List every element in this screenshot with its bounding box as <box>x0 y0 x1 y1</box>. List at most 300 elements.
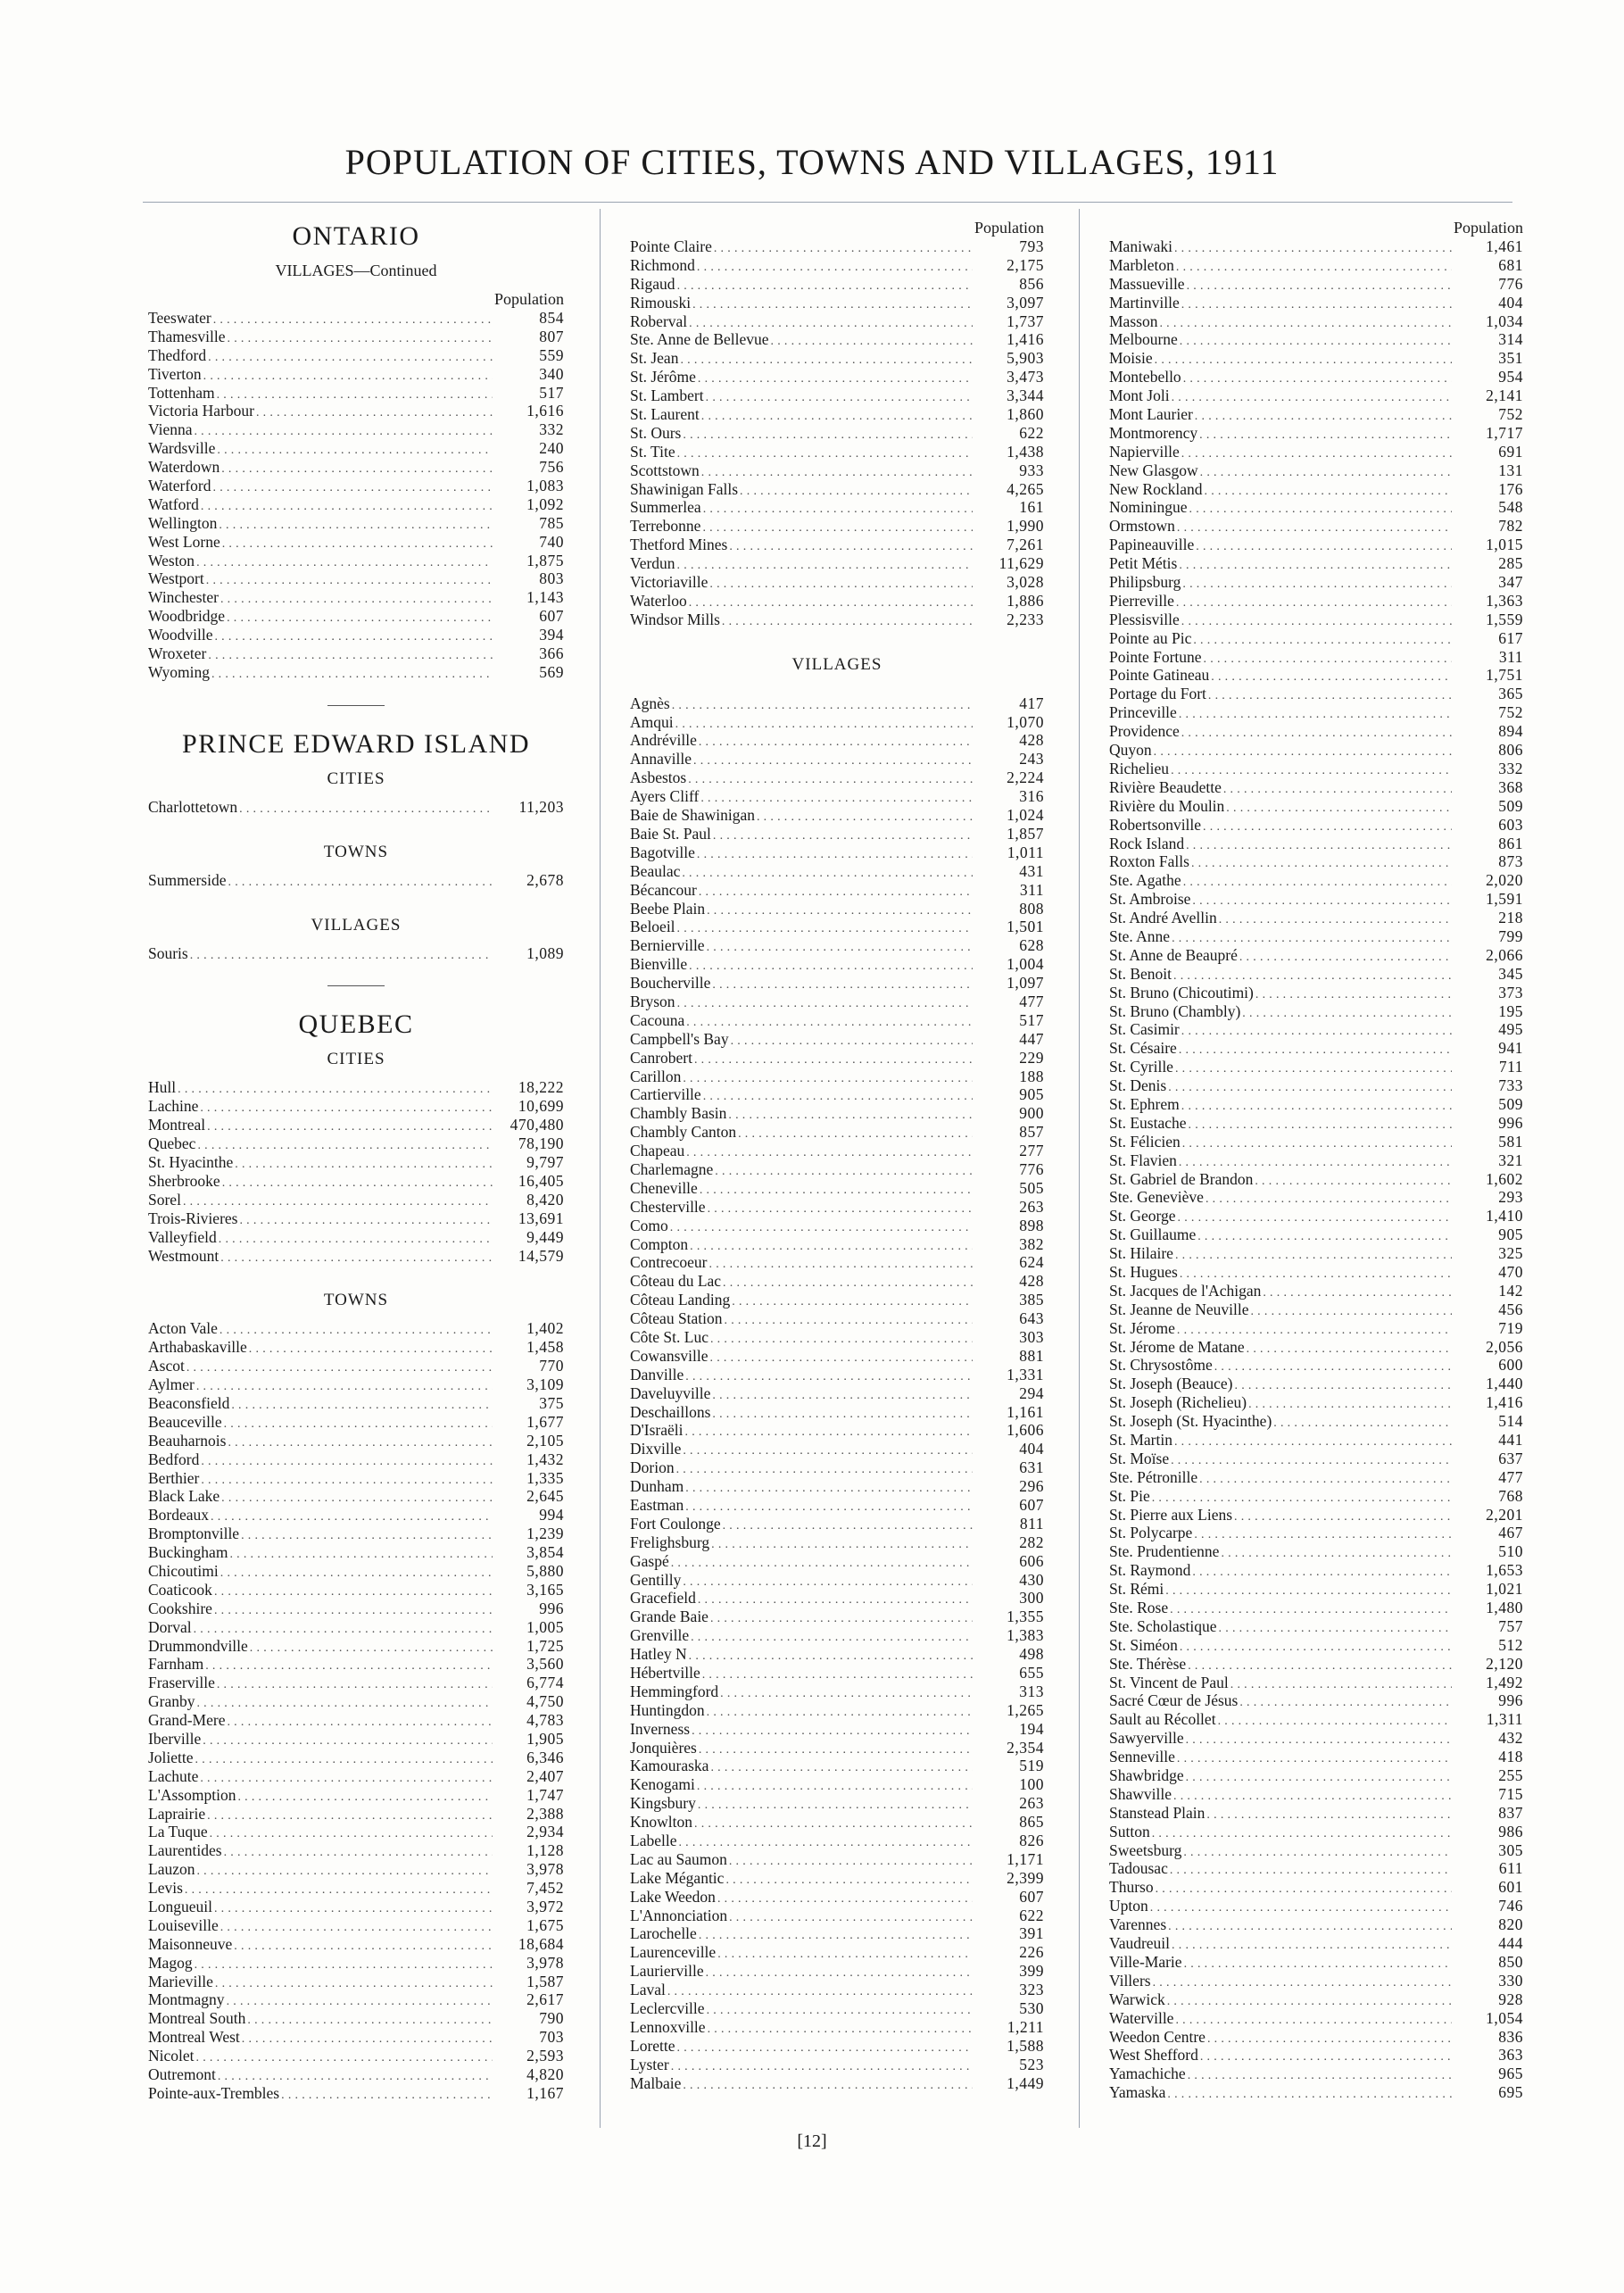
leader-dots <box>715 1163 973 1182</box>
place-name: Ste. Agathe <box>1109 871 1181 890</box>
place-name: Sweetsburg <box>1109 1840 1182 1859</box>
place-name: Vienna <box>148 420 193 439</box>
table-row <box>148 1450 564 1469</box>
table-row <box>1109 1897 1523 1915</box>
population-value: 637 <box>1498 1449 1523 1467</box>
table-row <box>630 1477 1044 1496</box>
table-row <box>1109 1878 1523 1897</box>
population-value: 5,903 <box>1007 349 1044 368</box>
population-value: 1,167 <box>526 2083 564 2102</box>
leader-dots <box>214 1900 493 1919</box>
population-value: 2,678 <box>526 870 564 889</box>
leader-dots <box>1200 2048 1452 2067</box>
population-value: 3,972 <box>526 1898 564 1915</box>
place-name: Wellington <box>148 513 218 532</box>
leader-dots <box>1168 1918 1452 1937</box>
table-row <box>148 1879 564 1898</box>
leader-dots <box>710 1759 973 1778</box>
place-name: Sorel <box>148 1190 181 1209</box>
table-row <box>630 750 1044 768</box>
place-name: Montreal West <box>148 2028 240 2047</box>
table-row <box>1109 685 1523 703</box>
population-value: 18,684 <box>518 1934 564 1953</box>
quebec-villages-continued-list <box>1109 237 1523 2102</box>
table-row <box>148 1935 564 1954</box>
place-name: Lake Mégantic <box>630 1868 725 1887</box>
population-value: 1,501 <box>1007 918 1044 936</box>
table-row <box>148 384 564 403</box>
table-row <box>148 1562 564 1581</box>
leader-dots <box>699 1927 973 1946</box>
population-value: 263 <box>1019 1197 1044 1216</box>
table-row <box>148 1767 564 1786</box>
table-row <box>630 1235 1044 1254</box>
place-name: Thedford <box>148 345 207 364</box>
population-value: 263 <box>1019 1794 1044 1813</box>
population-value: 703 <box>539 2028 564 2047</box>
table-row <box>1109 1674 1523 1692</box>
leader-dots <box>703 501 973 519</box>
population-value: 1,717 <box>1486 423 1523 442</box>
table-row <box>630 517 1044 536</box>
population-value: 865 <box>1019 1813 1044 1832</box>
population-value: 316 <box>1019 787 1044 806</box>
pei-cities-heading: CITIES <box>327 768 385 788</box>
place-name: Woodville <box>148 626 213 644</box>
place-name: Malbaie <box>630 2073 682 2092</box>
table-row <box>148 1338 564 1357</box>
population-value: 905 <box>1019 1085 1044 1104</box>
table-row <box>148 1860 564 1879</box>
table-row <box>1109 517 1523 536</box>
table-row <box>148 1432 564 1450</box>
table-row <box>148 1916 564 1935</box>
place-name: Montebello <box>1109 368 1181 386</box>
table-row <box>148 871 564 890</box>
population-value: 622 <box>1019 423 1044 442</box>
table-row <box>1109 890 1523 909</box>
table-row <box>630 1366 1044 1384</box>
table-row <box>630 461 1044 480</box>
population-value: 296 <box>1019 1477 1044 1496</box>
leader-dots <box>671 1555 973 1574</box>
leader-dots <box>1153 1974 1452 1993</box>
quebec-towns-list <box>148 1319 564 2102</box>
table-row <box>148 588 564 607</box>
table-row <box>630 2074 1044 2093</box>
place-name: St. Hilaire <box>1109 1244 1173 1263</box>
place-name: Larochelle <box>630 1924 697 1943</box>
population-value: 477 <box>1019 992 1044 1010</box>
place-name: Wroxeter <box>148 644 207 663</box>
leader-dots <box>219 1231 493 1250</box>
population-value: 428 <box>1019 731 1044 750</box>
leader-dots <box>1181 613 1452 632</box>
place-name: Labelle <box>630 1832 677 1850</box>
population-value: 3,344 <box>1007 386 1044 405</box>
population-value: 803 <box>539 569 564 588</box>
table-row <box>1109 1076 1523 1095</box>
population-value: 303 <box>1019 1327 1044 1346</box>
population-value: 1,383 <box>1007 1626 1044 1645</box>
leader-dots <box>217 442 493 461</box>
leader-dots <box>708 2021 973 2040</box>
population-value: 631 <box>1019 1458 1044 1477</box>
table-row <box>1109 1990 1523 2009</box>
leader-dots <box>729 1909 973 1928</box>
population-value: 441 <box>1498 1431 1523 1449</box>
table-row <box>630 1664 1044 1682</box>
section-rule <box>327 985 385 986</box>
page-title: POPULATION OF CITIES, TOWNS AND VILLAGES, 1911 <box>344 142 1280 182</box>
place-name: Bromptonville <box>148 1525 240 1543</box>
place-name: Côteau Station <box>630 1309 723 1328</box>
population-value: 498 <box>1019 1645 1044 1664</box>
population-value: 142 <box>1498 1281 1523 1300</box>
leader-dots <box>685 1368 973 1387</box>
place-name: Woodbridge <box>148 607 226 626</box>
place-name: Souris <box>148 943 188 962</box>
place-name: Levis <box>148 1879 183 1898</box>
table-row <box>630 843 1044 862</box>
table-row <box>1109 1542 1523 1561</box>
table-row <box>148 1898 564 1916</box>
population-value: 314 <box>1498 330 1523 349</box>
table-row <box>148 1786 564 1805</box>
population-value: 293 <box>1498 1188 1523 1207</box>
population-value: 1,363 <box>1486 591 1523 610</box>
table-row <box>148 1209 564 1228</box>
population-value: 776 <box>1498 274 1523 293</box>
table-row <box>1109 1020 1523 1039</box>
place-name: St. Moïse <box>1109 1449 1170 1467</box>
population-value: 1,402 <box>526 1319 564 1338</box>
place-name: Princeville <box>1109 703 1177 722</box>
place-name: St. Guillaume <box>1109 1225 1197 1244</box>
place-name: Massueville <box>1109 274 1185 293</box>
place-name: Sherbrooke <box>148 1171 220 1190</box>
place-name: Sawyerville <box>1109 1729 1184 1748</box>
table-row <box>630 1999 1044 2018</box>
table-row <box>148 1823 564 1841</box>
leader-dots <box>677 445 973 464</box>
leader-dots <box>221 1490 493 1508</box>
table-row <box>630 554 1044 573</box>
population-value: 837 <box>1498 1803 1523 1822</box>
place-name: L'Annonciation <box>630 1906 728 1924</box>
leader-dots <box>729 1853 973 1872</box>
table-row <box>148 1247 564 1266</box>
leader-dots <box>680 352 973 370</box>
place-name: Montreal <box>148 1116 206 1134</box>
place-name: Pointe au Pic <box>1109 628 1192 647</box>
place-name: Knowlton <box>630 1813 692 1832</box>
population-value: 733 <box>1498 1076 1523 1095</box>
place-name: Grande Baie <box>630 1608 708 1626</box>
population-value: 14,579 <box>518 1246 564 1265</box>
table-row <box>630 1142 1044 1160</box>
table-row <box>630 1403 1044 1422</box>
table-row <box>630 237 1044 256</box>
population-value: 366 <box>539 644 564 663</box>
population-value: 1,331 <box>1007 1365 1044 1383</box>
table-row <box>1109 2083 1523 2102</box>
leader-dots <box>1188 2067 1452 2086</box>
table-row <box>148 1637 564 1656</box>
population-value: 3,028 <box>1007 573 1044 592</box>
population-value: 404 <box>1019 1440 1044 1458</box>
place-name: Watford <box>148 494 199 513</box>
population-value: 643 <box>1019 1309 1044 1328</box>
leader-dots <box>1183 370 1452 389</box>
table-row <box>148 1469 564 1488</box>
table-row <box>630 1160 1044 1179</box>
place-name: Tadousac <box>1109 1859 1168 1878</box>
population-value: 1,606 <box>1007 1421 1044 1440</box>
table-row <box>148 1506 564 1525</box>
population-value: 740 <box>539 532 564 551</box>
population-value: 385 <box>1019 1291 1044 1309</box>
place-name: Verdun <box>630 554 675 573</box>
place-name: Senneville <box>1109 1748 1175 1766</box>
subheading-villages-continued: VILLAGES—Continued <box>275 262 437 279</box>
place-name: Cheneville <box>630 1178 698 1197</box>
leader-dots <box>224 1844 493 1863</box>
population-value: 2,056 <box>1486 1337 1523 1356</box>
place-name: Maniwaki <box>1109 237 1172 255</box>
leader-dots <box>710 1350 974 1368</box>
place-name: St. Casimir <box>1109 1020 1180 1039</box>
leader-dots <box>712 1387 973 1406</box>
population-value: 430 <box>1019 1570 1044 1589</box>
population-value: 188 <box>1019 1067 1044 1085</box>
place-name: St. Chrysostôme <box>1109 1356 1213 1375</box>
leader-dots <box>1195 408 1452 427</box>
leader-dots <box>221 461 493 479</box>
population-value: 431 <box>1019 861 1044 880</box>
table-row <box>1109 2065 1523 2083</box>
leader-dots <box>1181 725 1452 744</box>
population-value: 2,066 <box>1486 945 1523 964</box>
leader-dots <box>196 1863 493 1882</box>
place-name: Frelighsburg <box>630 1533 710 1551</box>
place-name: Grand-Mere <box>148 1711 226 1730</box>
leader-dots <box>1187 278 1452 296</box>
place-name: Waterford <box>148 477 211 495</box>
table-row <box>148 1674 564 1692</box>
leader-dots <box>706 1965 973 1983</box>
population-value: 857 <box>1019 1123 1044 1142</box>
table-row <box>630 368 1044 386</box>
leader-dots <box>697 1778 973 1797</box>
leader-dots <box>1235 1377 1452 1396</box>
population-value: 808 <box>1019 899 1044 918</box>
population-value: 806 <box>1498 741 1523 760</box>
population-value: 1,905 <box>526 1729 564 1748</box>
leader-dots <box>249 1341 493 1359</box>
leader-dots <box>1221 1545 1452 1564</box>
population-value: 793 <box>1019 237 1044 255</box>
table-row <box>630 1571 1044 1590</box>
pei-towns-list <box>148 871 564 890</box>
leader-dots <box>1175 2012 1452 2031</box>
leader-dots <box>683 2077 973 2096</box>
place-name: Outremont <box>148 2065 216 2084</box>
population-value: 873 <box>1498 852 1523 871</box>
table-row <box>630 611 1044 629</box>
place-name: West Shefford <box>1109 2046 1198 2065</box>
place-name: Westmount <box>148 1246 220 1265</box>
population-value: 695 <box>1498 2083 1523 2102</box>
population-value: 607 <box>1019 1496 1044 1514</box>
leader-dots <box>1193 632 1452 651</box>
population-value: 131 <box>1498 461 1523 479</box>
leader-dots <box>677 557 973 576</box>
population-value: 2,593 <box>526 2047 564 2065</box>
table-row <box>630 573 1044 592</box>
table-row <box>1109 1058 1523 1076</box>
place-name: Lachine <box>148 1097 199 1116</box>
place-name: Cacouna <box>630 1010 685 1029</box>
population-value: 218 <box>1498 909 1523 927</box>
table-row <box>1109 648 1523 667</box>
place-name: St. Jeanne de Neuville <box>1109 1300 1249 1318</box>
place-name: Laprairie <box>148 1804 206 1823</box>
section-heading-quebec: QUEBEC <box>298 1009 414 1040</box>
place-name: Wyoming <box>148 662 210 681</box>
table-row <box>630 1179 1044 1198</box>
leader-dots <box>228 1434 493 1453</box>
place-name: Montreal South <box>148 2009 246 2028</box>
table-row <box>1109 1263 1523 1282</box>
leader-dots <box>1194 1526 1452 1545</box>
population-value: 1,675 <box>526 1915 564 1934</box>
table-row <box>1109 1599 1523 1617</box>
table-row <box>148 607 564 626</box>
population-value: 768 <box>1498 1486 1523 1505</box>
population-value: 1,751 <box>1486 666 1523 685</box>
leader-dots <box>707 902 973 921</box>
population-value: 10,699 <box>518 1097 564 1116</box>
table-row <box>1109 629 1523 648</box>
leader-dots <box>706 389 973 408</box>
table-row <box>630 731 1044 750</box>
table-row <box>1109 611 1523 629</box>
pei-cities-list <box>148 798 564 817</box>
table-row <box>1109 1823 1523 1841</box>
population-value: 6,346 <box>526 1748 564 1766</box>
leader-dots <box>201 498 493 517</box>
place-name: Montmorency <box>1109 423 1198 442</box>
table-row <box>630 256 1044 275</box>
leader-dots <box>1191 855 1452 874</box>
table-row <box>148 1078 564 1097</box>
place-name: St. Jacques de l'Achigan <box>1109 1281 1262 1300</box>
table-row <box>630 1813 1044 1832</box>
place-name: Ascot <box>148 1357 185 1375</box>
population-value: 856 <box>1019 274 1044 293</box>
place-name: St. Félicien <box>1109 1132 1181 1151</box>
population-value: 16,405 <box>518 1171 564 1190</box>
leader-dots <box>1248 1396 1452 1415</box>
leader-dots <box>710 1610 973 1629</box>
place-name: Bienville <box>630 955 688 974</box>
population-value: 905 <box>1498 1225 1523 1244</box>
place-name: Cowansville <box>630 1346 708 1365</box>
population-value: 523 <box>1019 2055 1044 2073</box>
population-value: 1,011 <box>1007 843 1044 861</box>
table-row <box>148 1543 564 1562</box>
population-value: 285 <box>1498 554 1523 573</box>
place-name: Fort Coulonge <box>630 1514 721 1533</box>
place-name: Lachute <box>148 1766 199 1785</box>
place-name: St. Ours <box>630 423 682 442</box>
leader-dots <box>210 1825 493 1844</box>
place-name: Gentilly <box>630 1570 682 1589</box>
table-row <box>148 2047 564 2065</box>
table-row <box>1109 1561 1523 1580</box>
table-row <box>148 346 564 365</box>
place-name: Summerside <box>148 870 227 889</box>
table-row <box>1109 1691 1523 1710</box>
place-name: St. Martin <box>1109 1431 1172 1449</box>
section-rule <box>327 705 385 706</box>
table-row <box>1109 1300 1523 1319</box>
place-name: Summerlea <box>630 498 701 517</box>
section-heading-pei: PRINCE EDWARD ISLAND <box>182 728 530 759</box>
population-value: 986 <box>1498 1822 1523 1840</box>
population-value: 347 <box>1498 573 1523 592</box>
population-value: 391 <box>1019 1924 1044 1943</box>
table-row <box>630 1589 1044 1608</box>
table-row <box>148 2009 564 2028</box>
place-name: Sault au Récollet <box>1109 1710 1216 1729</box>
leader-dots <box>712 976 973 995</box>
table-row <box>1109 1636 1523 1655</box>
table-row <box>630 480 1044 499</box>
population-value: 226 <box>1019 1943 1044 1962</box>
table-row <box>148 1581 564 1599</box>
population-value: 622 <box>1019 1906 1044 1924</box>
leader-dots <box>1173 1788 1452 1807</box>
leader-dots <box>675 716 973 735</box>
leader-dots <box>1152 1825 1452 1844</box>
place-name: Shawbridge <box>1109 1766 1184 1785</box>
leader-dots <box>670 1219 973 1238</box>
place-name: Plessisville <box>1109 610 1180 628</box>
table-row <box>1109 275 1523 294</box>
table-row <box>148 798 564 817</box>
population-value: 854 <box>539 309 564 327</box>
leader-dots <box>1219 911 1452 930</box>
table-row <box>630 1458 1044 1477</box>
table-row <box>1109 1655 1523 1674</box>
population-value: 277 <box>1019 1142 1044 1160</box>
place-name: Danville <box>630 1365 684 1383</box>
population-value: 1,070 <box>1007 712 1044 731</box>
leader-dots <box>228 330 493 349</box>
population-value: 1,034 <box>1486 312 1523 330</box>
place-name: Melbourne <box>1109 330 1178 349</box>
leader-dots <box>1176 594 1452 613</box>
leader-dots <box>692 1723 973 1741</box>
leader-dots <box>1207 2031 1452 2049</box>
table-row <box>148 663 564 682</box>
population-value: 715 <box>1498 1784 1523 1803</box>
place-name: Arthabaskaville <box>148 1338 247 1357</box>
leader-dots <box>699 734 973 752</box>
population-value: 2,934 <box>526 1823 564 1841</box>
